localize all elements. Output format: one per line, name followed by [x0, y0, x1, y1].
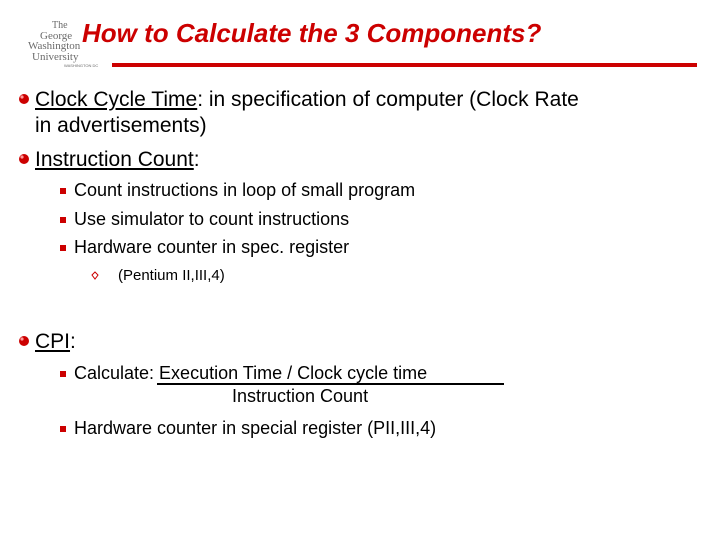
logo-line-5: WASHINGTON DC — [64, 63, 99, 68]
red-ball-bullet-icon — [18, 335, 30, 347]
bullet-instruction-count — [35, 147, 200, 172]
small-ball-bullet-icon — [91, 271, 99, 280]
logo-line-3: Washington — [28, 40, 81, 52]
bullet-clock-cycle-time — [35, 87, 715, 112]
bullet-cpi — [35, 329, 76, 354]
square-bullet-icon — [60, 188, 66, 194]
square-bullet-icon — [60, 217, 66, 223]
colon: : — [193, 148, 200, 171]
sub-bullet-text: Use simulator to count instructions — [74, 209, 350, 229]
term-instruction-count: Instruction Count — [35, 148, 194, 171]
red-ball-bullet-icon — [18, 93, 30, 105]
square-bullet-icon — [60, 245, 66, 251]
sub-bullet-count-loop — [74, 179, 415, 201]
sub-bullet-text: Hardware counter in spec. register — [74, 237, 350, 257]
colon: : — [70, 330, 76, 353]
sub-bullet-hardware-counter — [74, 236, 349, 258]
formula-numerator: Execution Time / Clock cycle time — [159, 363, 428, 383]
title-underline-bar — [112, 63, 697, 67]
term-cpi: CPI — [35, 330, 71, 353]
logo-line-1: The — [52, 20, 68, 31]
term-clock-cycle-time: Clock Cycle Time — [35, 88, 198, 111]
logo-line-2: George — [40, 30, 73, 42]
formula-denominator: Instruction Count — [232, 386, 369, 406]
slide-title: How to Calculate the 3 Components? — [82, 18, 542, 48]
square-bullet-icon — [60, 426, 66, 432]
sub-sub-bullet-text: (Pentium II,III,4) — [118, 267, 225, 284]
sub-bullet-calculate — [74, 362, 427, 384]
square-bullet-icon — [60, 371, 66, 377]
sub-bullet-text: Count instructions in loop of small program — [74, 180, 416, 200]
calculate-label: Calculate: — [74, 363, 160, 383]
clock-description-line1: : in specification of computer (Clock Rate — [197, 88, 579, 111]
clock-description-line2: in advertisements) — [35, 114, 207, 137]
red-ball-bullet-icon — [18, 153, 30, 165]
sub-bullet-simulator — [74, 208, 349, 230]
sub-bullet-text: Hardware counter in special register (PII,III,4) — [74, 418, 437, 438]
logo-line-4: University — [32, 51, 79, 63]
sub-sub-bullet-pentium — [118, 267, 225, 285]
sub-bullet-hw-special-register — [74, 417, 436, 439]
